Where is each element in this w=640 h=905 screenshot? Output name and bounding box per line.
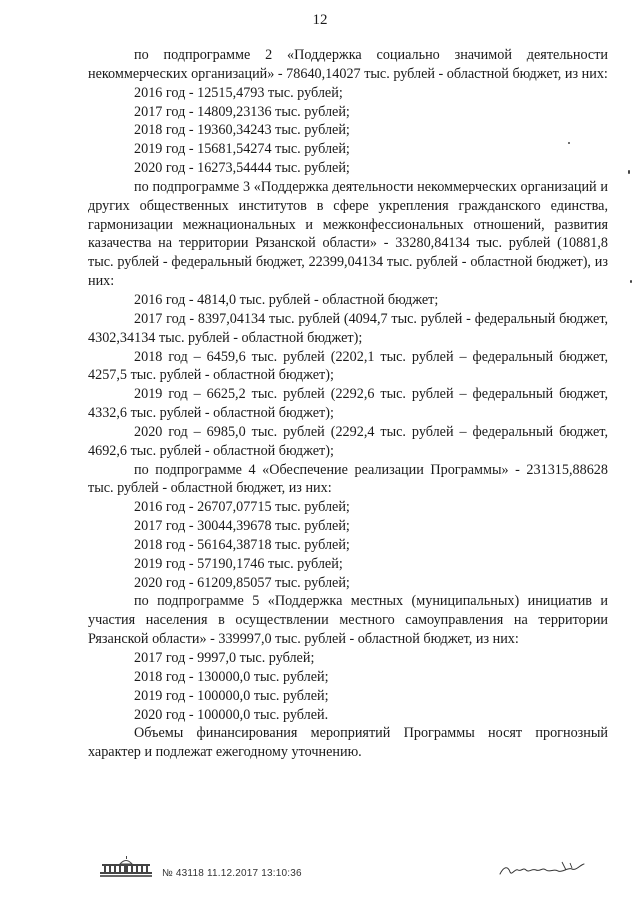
signature-image xyxy=(498,858,586,885)
page-number: 12 xyxy=(312,12,328,28)
scan-speck xyxy=(628,170,630,174)
line-2016: 2016 год - 12515,4793 тыс. рублей; xyxy=(134,84,343,101)
paragraph-subprogram-4: по подпрограмме 4 «Обеспечение реализации Программы» - 231315,88628 тыс. рублей - областной бюджет, из них: xyxy=(88,461,608,497)
paragraph-subprogram-2: по подпрограмме 2 «Поддержка социально значимой деятельности некоммерческих организаций» - 78640,14027 тыс. рублей - областной бюджет, из них: xyxy=(88,47,608,82)
line-2016: 2016 год - 26707,07715 тыс. рублей; xyxy=(134,499,350,516)
paragraph-2018: 2018 год – 6459,6 тыс. рублей (2202,1 тыс. рублей – федеральный бюджет, 4257,5 тыс. рублей - областной бюджет); xyxy=(88,348,608,384)
line-2020: 2020 год - 61209,85057 тыс. рублей; xyxy=(134,574,350,591)
paragraph-closing: Объемы финансирования мероприятий Программы носят прогнозный характер и подлежат ежегодному уточнению. xyxy=(88,725,608,761)
line-2018: 2018 год - 19360,34243 тыс. рублей; xyxy=(134,122,350,139)
government-building-logo xyxy=(98,856,154,881)
registration-footer xyxy=(98,856,302,881)
line-2020: 2020 год - 100000,0 тыс. рублей. xyxy=(134,706,329,723)
paragraph-2019: 2019 год – 6625,2 тыс. рублей (2292,6 тыс. рублей – федеральный бюджет, 4332,6 тыс. рублей - областной бюджет); xyxy=(88,386,608,422)
line-2020: 2020 год - 16273,54444 тыс. рублей; xyxy=(134,160,350,177)
registration-stamp: № 43118 11.12.2017 13:10:36 xyxy=(162,868,302,879)
scan-speck xyxy=(630,280,632,283)
document-body xyxy=(88,46,608,762)
line-2018: 2018 год - 130000,0 тыс. рублей; xyxy=(134,668,329,685)
line-2017: 2017 год - 9997,0 тыс. рублей; xyxy=(134,650,315,666)
paragraph-2020: 2020 год – 6985,0 тыс. рублей (2292,4 тыс. рублей – федеральный бюджет, 4692,6 тыс. рублей - областной бюджет); xyxy=(88,423,608,459)
line-2019: 2019 год - 15681,54274 тыс. рублей; xyxy=(134,141,350,158)
line-2016: 2016 год - 4814,0 тыс. рублей - областной бюджет; xyxy=(134,291,439,308)
scan-speck xyxy=(568,142,570,144)
paragraph-subprogram-5: по подпрограмме 5 «Поддержка местных (муниципальных) инициатив и участия населения в осуществлении местного самоуправления на территории Рязанской области» - 339997,0 тыс. рублей - областной бюджет, из них: xyxy=(88,593,608,648)
line-2019: 2019 год - 57190,1746 тыс. рублей; xyxy=(134,555,343,572)
line-2018: 2018 год - 56164,38718 тыс. рублей; xyxy=(134,536,350,553)
line-2017: 2017 год - 14809,23136 тыс. рублей; xyxy=(134,103,350,120)
paragraph-2017: 2017 год - 8397,04134 тыс. рублей (4094,7 тыс. рублей - федеральный бюджет, 4302,34134 тыс. рублей - областной бюджет); xyxy=(88,310,608,346)
paragraph-subprogram-3: по подпрограмме 3 «Поддержка деятельности некоммерческих организаций и других общественных институтов в сфере укрепления гражданского единства, гармонизации межнациональных и межконфессиональных отношений, развития казачества на территории Рязанской области» - 33280,84134 тыс. рублей (10881,8 тыс. рублей - федеральный бюджет, 22399,04134 тыс. рублей - областной бюджет), из них: xyxy=(88,178,608,290)
line-2019: 2019 год - 100000,0 тыс. рублей; xyxy=(134,687,329,704)
line-2017: 2017 год - 30044,39678 тыс. рублей; xyxy=(134,518,350,535)
